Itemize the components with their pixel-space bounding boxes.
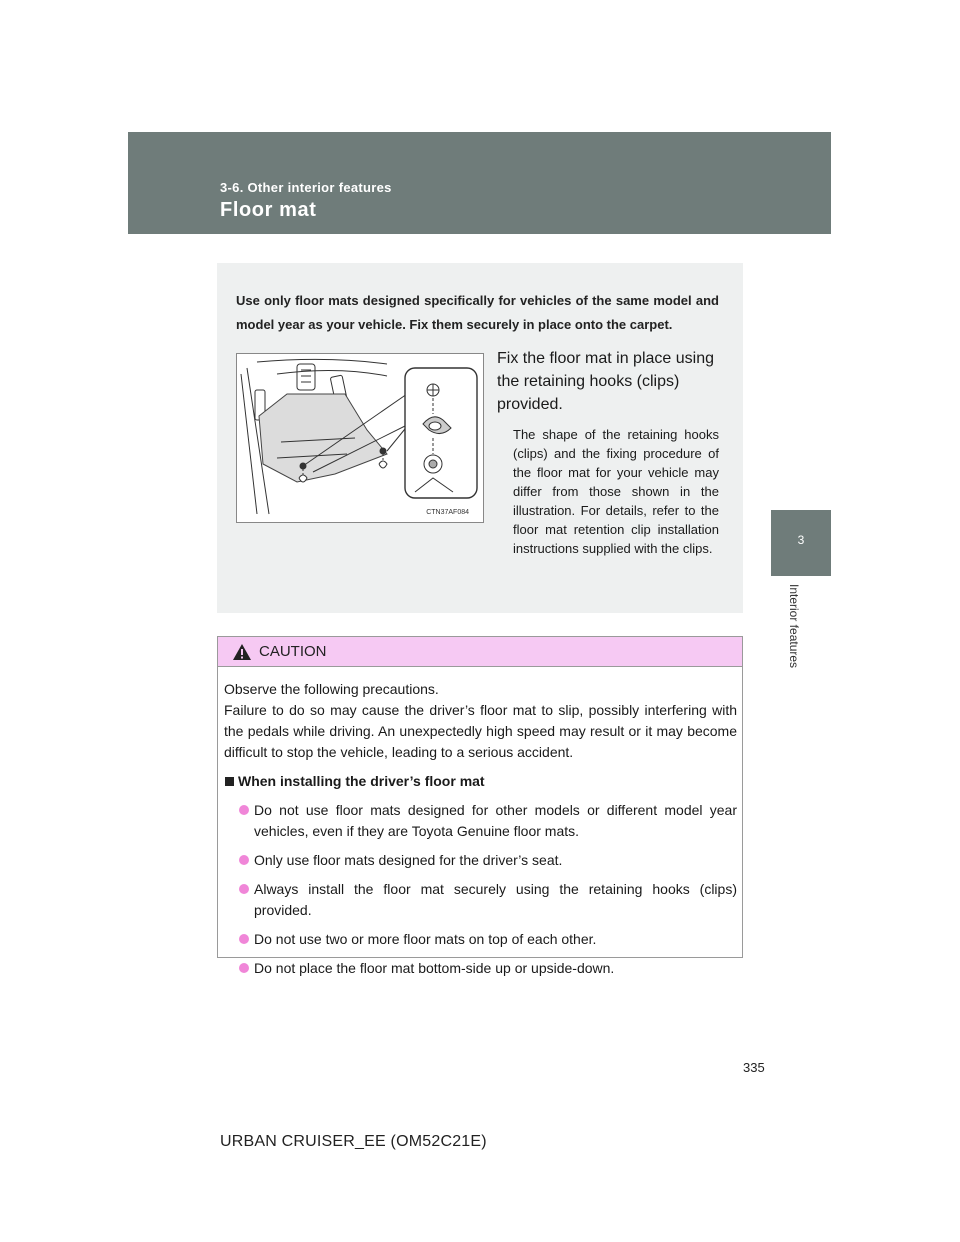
caution-header — [218, 637, 742, 667]
warning-icon — [232, 643, 252, 661]
caution-intro-line: Failure to do so may cause the driver’s floor mat to slip, possibly interfering with the pedals while driving. An unexpectedly high speed may result or it may become difficult to stop the vehicle, leading to a serious accident. — [224, 702, 737, 760]
procedure-text: Fix the floor mat in place using the retaining hooks (clips) provided. — [497, 350, 714, 413]
bullet-dot-icon — [239, 855, 249, 865]
floor-mat-illustration — [236, 353, 484, 523]
caution-subhead: When installing the driver’s floor mat — [224, 771, 737, 792]
caution-bullet-text: Only use floor mats designed for the driver’s seat. — [254, 852, 563, 868]
floor-mat-drawing — [237, 354, 483, 522]
caution-title: CAUTION — [259, 643, 327, 660]
caution-bullet-text: Do not place the floor mat bottom-side up or upside-down. — [254, 960, 615, 976]
bullet-dot-icon — [239, 805, 249, 815]
caution-bullet-text: Do not use floor mats designed for other models or different model year vehicles, even if they are Toyota Genuine floor mats. — [254, 802, 737, 839]
intro-text: Use only floor mats designed specifically for vehicles of the same model and model year as your vehicle. Fix them securely in place onto the carpet. — [236, 293, 719, 332]
note-text: The shape of the retaining hooks (clips) and the fixing procedure of the floor mat for your vehicle may differ from those shown in the illustration. For details, refer to the floor mat retention clip installation instructions supplied with the clips. — [513, 427, 719, 556]
bullet-dot-icon — [239, 884, 249, 894]
section-label: 3-6. Other interior features — [220, 180, 392, 195]
caution-bullet-text: Always install the floor mat securely using the retaining hooks (clips) provided. — [254, 881, 737, 918]
caution-bullet — [224, 800, 737, 842]
caution-body — [224, 679, 737, 979]
caution-bullet — [224, 850, 737, 871]
caution-bullet — [224, 929, 737, 950]
caution-bullet — [224, 958, 737, 979]
caution-intro-line: Observe the following precautions. — [224, 681, 439, 697]
page-title: Floor mat — [220, 199, 317, 221]
page-number: 335 — [743, 1060, 765, 1075]
chapter-tab[interactable] — [771, 510, 831, 576]
caution-box — [217, 636, 743, 976]
bullet-dot-icon — [239, 934, 249, 944]
caution-bullet-text: Do not use two or more floor mats on top of each other. — [254, 931, 597, 947]
intro-box — [217, 263, 743, 613]
chapter-label: Interior features — [787, 584, 801, 669]
bullet-dot-icon — [239, 963, 249, 973]
figure-code: CTN37AF084 — [426, 509, 469, 516]
caution-bullet — [224, 879, 737, 921]
manual-code: URBAN CRUISER_EE (OM52C21E) — [220, 1133, 487, 1150]
chapter-number: 3 — [797, 533, 805, 547]
